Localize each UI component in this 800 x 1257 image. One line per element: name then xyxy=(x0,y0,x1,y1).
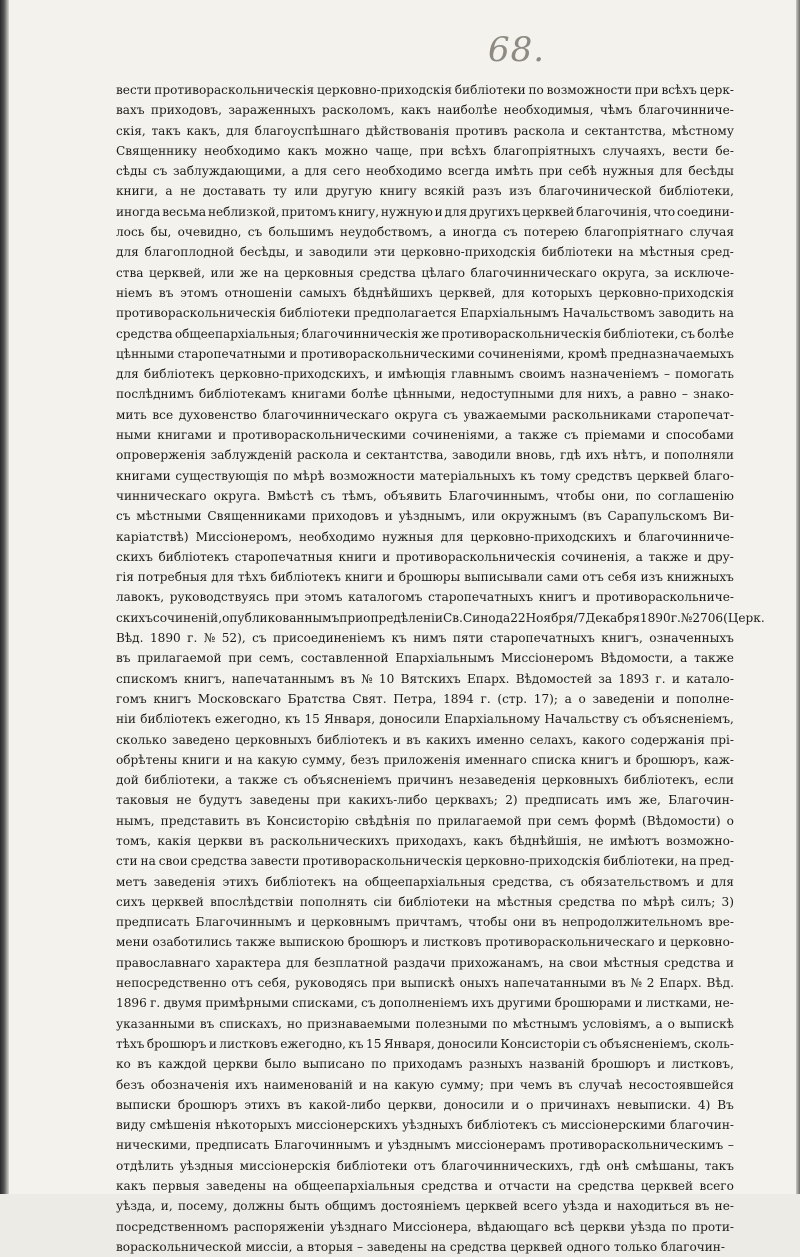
text-line: отдѣлить уѣздныя миссіонерскія библіотеки отъ благочинническихъ, гдѣ онѣ смѣшаны, такъ xyxy=(116,1158,734,1173)
text-line: для благоплодной бесѣды, и заводили эти церковно-приходскія библіотеки на мѣстныя сред- xyxy=(116,245,734,260)
text-line: православнаго характера для безплатной раздачи прихожанамъ, на свои мѣстныя средства и xyxy=(116,955,734,970)
text-line: томъ, какія церкви въ раскольническихъ приходахъ, какъ бѣднѣйшія, не имѣютъ возможно- xyxy=(116,833,734,848)
text-line: метъ заведенія этихъ библіотекъ на общеепархіальныя средства, съ обязательствомъ и для xyxy=(116,874,734,889)
text-line: цѣнными старопечатными и противораскольническими сочиненіями, кромѣ предназначаемыхъ xyxy=(116,346,734,361)
handwritten-page-number: 68. xyxy=(488,30,546,70)
text-line: вести противораскольническія церковно-приходскія библіотеки по возможности при всѣхъ церк- xyxy=(116,83,734,97)
page-left-edge-shadow xyxy=(0,0,9,1194)
text-line: книгами существующія по мѣрѣ возможности матеріальныхъ къ тому средствъ церквей благо- xyxy=(116,468,734,483)
text-line: таковыя не будутъ заведены при какихъ-либо церквахъ; 2) предписать имъ же, Благочин- xyxy=(116,793,734,808)
text-line: противораскольническія библіотеки предполагается Епархіальнымъ Начальствомъ заводить на xyxy=(116,306,734,321)
text-line: какъ первыя заведены на общеепархіальныя средства и отчасти на средства церквей всего xyxy=(116,1179,734,1194)
text-line: съ мѣстными Священниками приходовъ и уѣзднымъ, или окружнымъ (въ Сарапульскомъ Ви- xyxy=(116,509,734,524)
body-text xyxy=(116,80,765,1257)
text-line: мить все духовенство благочинническаго округа съ уважаемыми раскольниками старопечат- xyxy=(116,407,734,422)
text-line: лось бы, очевидно, съ большимъ неудобствомъ, а иногда съ потерею благопріятнаго случая xyxy=(116,225,734,240)
page-right-edge-shadow xyxy=(796,0,800,1194)
text-line: средства общеепархіальныя; благочинническія же противораскольническія библіотеки, съ болѣе xyxy=(116,326,734,341)
text-line: чинническаго округа. Вмѣстѣ съ тѣмъ, объявить Благочиннымъ, чтобы они, по соглашенію xyxy=(116,488,734,503)
text-line: въ прилагаемой при семъ, составленной Епархіальнымъ Миссіонеромъ Вѣдомости, а также xyxy=(116,651,734,666)
text-line: сѣды съ заблуждающими, а для сего необходимо всегда имѣть при себѣ нужныя для бесѣды xyxy=(116,164,734,179)
text-line: лавокъ, руководствуясь при этомъ каталогомъ старопечатныхъ книгъ и противораскольниче- xyxy=(116,590,734,605)
text-line: Вѣд. 1890 г. № 52), съ присоединеніемъ къ нимъ пяти старопечатныхъ книгъ, означенныхъ xyxy=(116,631,734,646)
text-line: вахъ приходовъ, зараженныхъ расколомъ, какъ наиболѣе необходимыя, чѣмъ благочинниче- xyxy=(116,103,734,118)
text-line: ніи библіотекъ ежегодно, къ 15 Января, доносили Епархіальному Начальству съ объясненіемъ, xyxy=(116,712,734,727)
text-line: книги, а не доставать ту или другую книгу всякій разъ изъ благочинической библіотеки, xyxy=(116,184,734,199)
text-line: иногда весьма неблизкой, притомъ книгу, нужную и для другихъ церквей благочинія, что соедини- xyxy=(116,204,734,219)
text-line: нымъ, представить въ Консисторію свѣдѣнія по прилагаемой при семъ формѣ (Вѣдомости) о xyxy=(116,813,734,828)
text-line: скія, такъ какъ, для благоуспѣшнаго дѣйствованія противъ раскола и сектантства, мѣстному xyxy=(116,123,734,138)
text-line: тѣхъ брошюръ и листковъ ежегодно, къ 15 Января, доносили Консисторіи съ объясненіемъ, сколь- xyxy=(116,1036,734,1051)
text-line: ства церквей, или же на церковныя средства цѣлаго благочинническаго округа, за исключе- xyxy=(116,265,734,280)
text-line: сти на свои средства завести противораскольническія церковно-приходскія библіотеки, на пред- xyxy=(116,854,734,869)
text-line: послѣднимъ библіотекамъ книгами болѣе цѣнными, недоступными для нихъ, а равно – знако- xyxy=(116,387,734,402)
text-line: спискомъ книгъ, напечатаннымъ въ № 10 Вятскихъ Епарх. Вѣдомостей за 1893 г. и катало- xyxy=(116,671,734,686)
text-line: ніемъ въ этомъ отношеніи самыхъ бѣднѣйшихъ церквей, для которыхъ церковно-приходскія xyxy=(116,285,734,300)
text-line: сихъ церквей впослѣдствіи пополнять сіи библіотеки на мѣстныя средства по мѣрѣ силъ; 3) xyxy=(116,894,734,909)
text-line: каріатствѣ) Миссіонеромъ, необходимо нужныя для церковно-приходскихъ и благочинниче- xyxy=(116,529,734,544)
text-line: для библіотекъ церковно-приходскихъ, и имѣющія главнымъ своимъ назначеніемъ – помогать xyxy=(116,367,734,382)
text-line: ко въ каждой церкви было выписано по приходамъ разныхъ названій брошюръ и листковъ, xyxy=(116,1057,734,1072)
text-line: вораскольнической миссіи, а вторыя – заведены на средства церквей одного только благочин- xyxy=(116,1239,725,1254)
text-line: гія потребныя для тѣхъ библіотекъ книги и брошюры выписывали сами отъ себя изъ книжныхъ xyxy=(116,570,734,585)
text-line: указанными въ спискахъ, но признаваемыми полезными по мѣстнымъ условіямъ, а о выпискѣ xyxy=(116,1016,734,1031)
text-line: выписки брошюръ этихъ въ какой-либо церкви, доносили и о причинахъ невыписки. 4) Въ xyxy=(116,1097,734,1112)
text-line: обрѣтены книги и на какую сумму, безъ приложенія именнаго списка книгъ и брошюръ, каж- xyxy=(116,752,734,767)
text-line: ническими, предписать Благочиннымъ и уѣзднымъ миссіонерамъ противораскольническимъ – xyxy=(116,1138,734,1153)
text-line: посредственномъ распоряженіи уѣзднаго Миссіонера, вѣдающаго всѣ церкви уѣзда по проти- xyxy=(116,1219,734,1234)
text-line: 1896 г. двумя примѣрными списками, съ дополненіемъ ихъ другими брошюрами и листками, не- xyxy=(116,996,734,1011)
text-line: мени озаботились также выпискою брошюръ и листковъ противораскольническаго и церковно- xyxy=(116,935,734,950)
text-line: скихъ сочиненій, опубликованнымъ при опредѣленіи Св. Синода 22 Ноября / 7 Декабря 1890 г. № 2706 (Церк. xyxy=(116,610,765,625)
text-line: скихъ библіотекъ старопечатныя книги и противораскольническія сочиненія, а также и дру- xyxy=(116,549,734,564)
text-line: гомъ книгъ Московскаго Братства Свят. Петра, 1894 г. (стр. 17); а о заведеніи и пополне- xyxy=(116,691,734,706)
text-line: ными книгами и противораскольническими сочиненіями, а также съ пріемами и способами xyxy=(116,428,734,443)
text-line: сколько заведено церковныхъ библіотекъ и въ какихъ именно селахъ, какого содержанія прі- xyxy=(116,732,734,747)
text-line: опроверженія заблужденій раскола и сектантства, заводили вновь, гдѣ ихъ нѣтъ, и пополняли xyxy=(116,448,734,463)
text-line: Священнику необходимо какъ можно чаще, при всѣхъ благопріятныхъ случаяхъ, вести бе- xyxy=(116,143,734,158)
text-line: уѣзда, и, посему, должны быть общимъ достояніемъ церквей всего уѣзда и находиться въ не- xyxy=(116,1199,734,1214)
text-line: дой библіотеки, а также съ объясненіемъ причинъ незаведенія церковныхъ библіотекъ, если xyxy=(116,773,734,788)
text-line: предписать Благочиннымъ и церковнымъ причтамъ, чтобы они въ непродолжительномъ вре- xyxy=(116,915,734,930)
text-line: безъ обозначенія ихъ наименованій и на какую сумму; при чемъ въ случаѣ несостоявшейся xyxy=(116,1077,734,1092)
text-line: непосредственно отъ себя, руководясь при выпискѣ оныхъ напечатанными въ № 2 Епарх. Вѣд. xyxy=(116,976,734,991)
text-line: виду смѣшенія нѣкоторыхъ миссіонерскихъ уѣздныхъ библіотекъ съ миссіонерскими благочин- xyxy=(116,1118,734,1133)
